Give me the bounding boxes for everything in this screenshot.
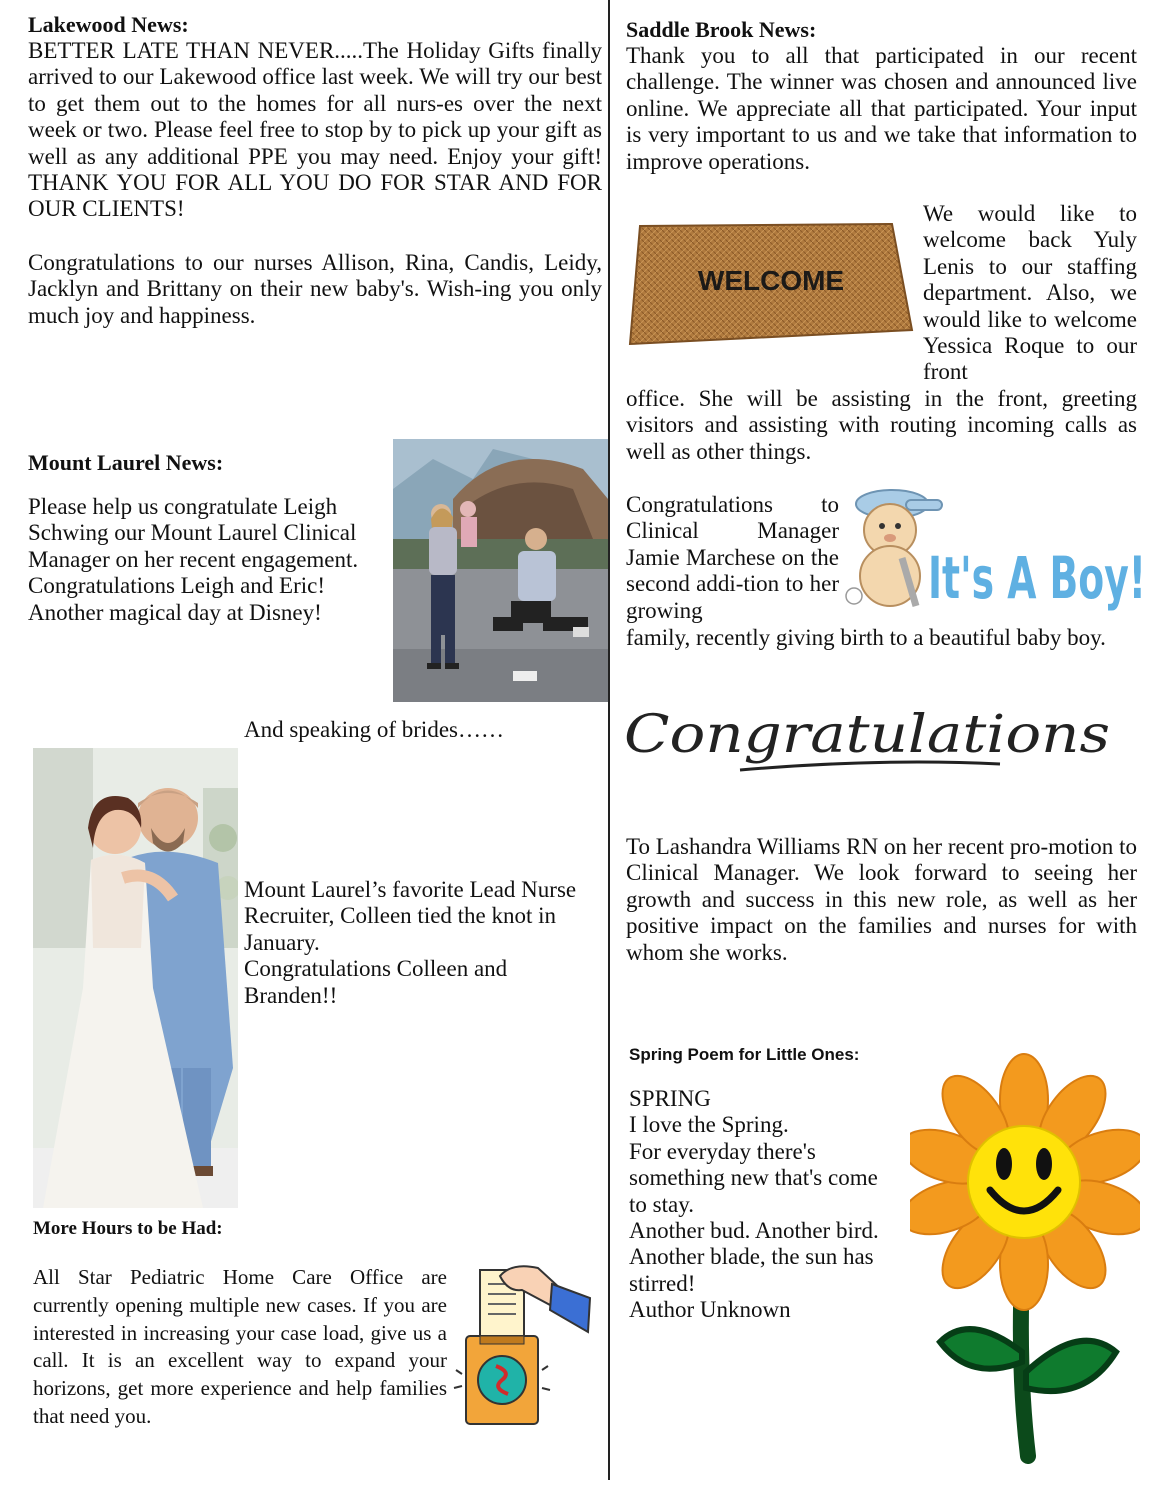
engagement-photo [393,439,608,702]
congratulations-script [620,702,1120,782]
poem-line: Author Unknown [629,1297,791,1323]
mount-laurel-line: Congratulations Leigh and Eric! [28,573,326,599]
brides-line: January. [244,929,320,955]
brides-heading: And speaking of brides…… [244,717,504,742]
poem-line: SPRING [629,1086,711,1111]
column-divider [608,0,610,1480]
welcome-mat-illustration [626,218,916,350]
poem-text [629,1086,919,1324]
saddle-brook-title: Saddle Brook News: [626,17,817,42]
brides-line: Mount Laurel’s favorite Lead Nurse [244,877,577,902]
congratulations-script-text: Congratulations [624,705,1110,765]
saddle-brook-paragraph: Thank you to all that participated in our recent challenge. The winner was chosen and announced live online. We appreciate all that participated. Your input is very important to us and we take that information to improve operations. [626,43,1137,174]
poem-line: Another bud. Another bird. [629,1218,879,1244]
poem-line: to stay. [629,1191,694,1217]
poem-title: Spring Poem for Little Ones: [629,1045,860,1064]
lakewood-paragraph-2: Congratulations to our nurses Allison, Rina, Candis, Leidy, Jacklyn and Brittany on their new baby's. Wish-ing you only much joy and happiness. [28,250,602,328]
ballot-box-illustration [452,1262,592,1428]
welcome-mat-label: WELCOME [697,265,845,296]
welcome-rest-text: office. She will be assisting in the front, greeting visitors and assisting with routing incoming calls as well as other things. [626,386,1137,464]
more-hours-title: More Hours to be Had: [33,1218,223,1239]
wedding-photo [33,748,238,1208]
its-a-boy-label: It's A Boy! [928,544,1146,612]
more-hours-paragraph: All Star Pediatric Home Care Office are currently opening multiple new cases. If you are interested in increasing your case load, give us a call. It is an excellent way to expand your horizons, get more experience and help families that need you. [33,1265,447,1428]
poem-line: Another blade, the sun has [629,1244,874,1270]
mount-laurel-line: Schwing our Mount Laurel Clinical [28,520,357,546]
baby-rest-text: family, recently giving birth to a beautiful baby boy. [626,625,1106,650]
poem-line: something new that's come [629,1165,878,1191]
brides-line: Congratulations Colleen and [244,956,508,982]
poem-line: I love the Spring. [629,1112,789,1138]
baby-side-text: Congratulations to Clinical Manager Jamie Marchese on the second addi-tion to her growing [626,492,839,623]
mount-laurel-line: Please help us congratulate Leigh [28,494,338,519]
mount-laurel-line: Manager on her recent engagement. [28,546,359,572]
its-a-boy-illustration [842,488,1147,616]
brides-text [244,877,608,1009]
mount-laurel-line: Another magical day at Disney! [28,599,322,625]
lakewood-title: Lakewood News: [28,12,189,37]
mount-laurel-text [28,494,393,626]
promotion-paragraph: To Lashandra Williams RN on her recent pro-motion to Clinical Manager. We look forward to seeing her growth and success in this new role, as well as her positive impact on the families and nurses for with whom she works. [626,834,1137,965]
poem-line: stirred! [629,1270,696,1296]
brides-line: Branden!! [244,982,338,1008]
brides-line: Recruiter, Colleen tied the knot in [244,903,557,929]
mount-laurel-title: Mount Laurel News: [28,450,224,475]
smiling-flower-illustration [910,1052,1140,1464]
welcome-side-text: We would like to welcome back Yuly Lenis to our staffing department. Also, we would like to welcome Yessica Roque to our front [923,201,1137,385]
poem-line: For everyday there's [629,1138,816,1164]
lakewood-paragraph-1: BETTER LATE THAN NEVER.....The Holiday Gifts finally arrived to our Lakewood office last week. We will try our best to get them out to the homes for all nurs-es over the next week or two. Please feel free to stop by to pick up your gift as well as any additional PPE you may need. Enjoy your gift! THANK YOU FOR ALL YOU DO FOR STAR AND FOR OUR CLIENTS! [28,38,602,222]
